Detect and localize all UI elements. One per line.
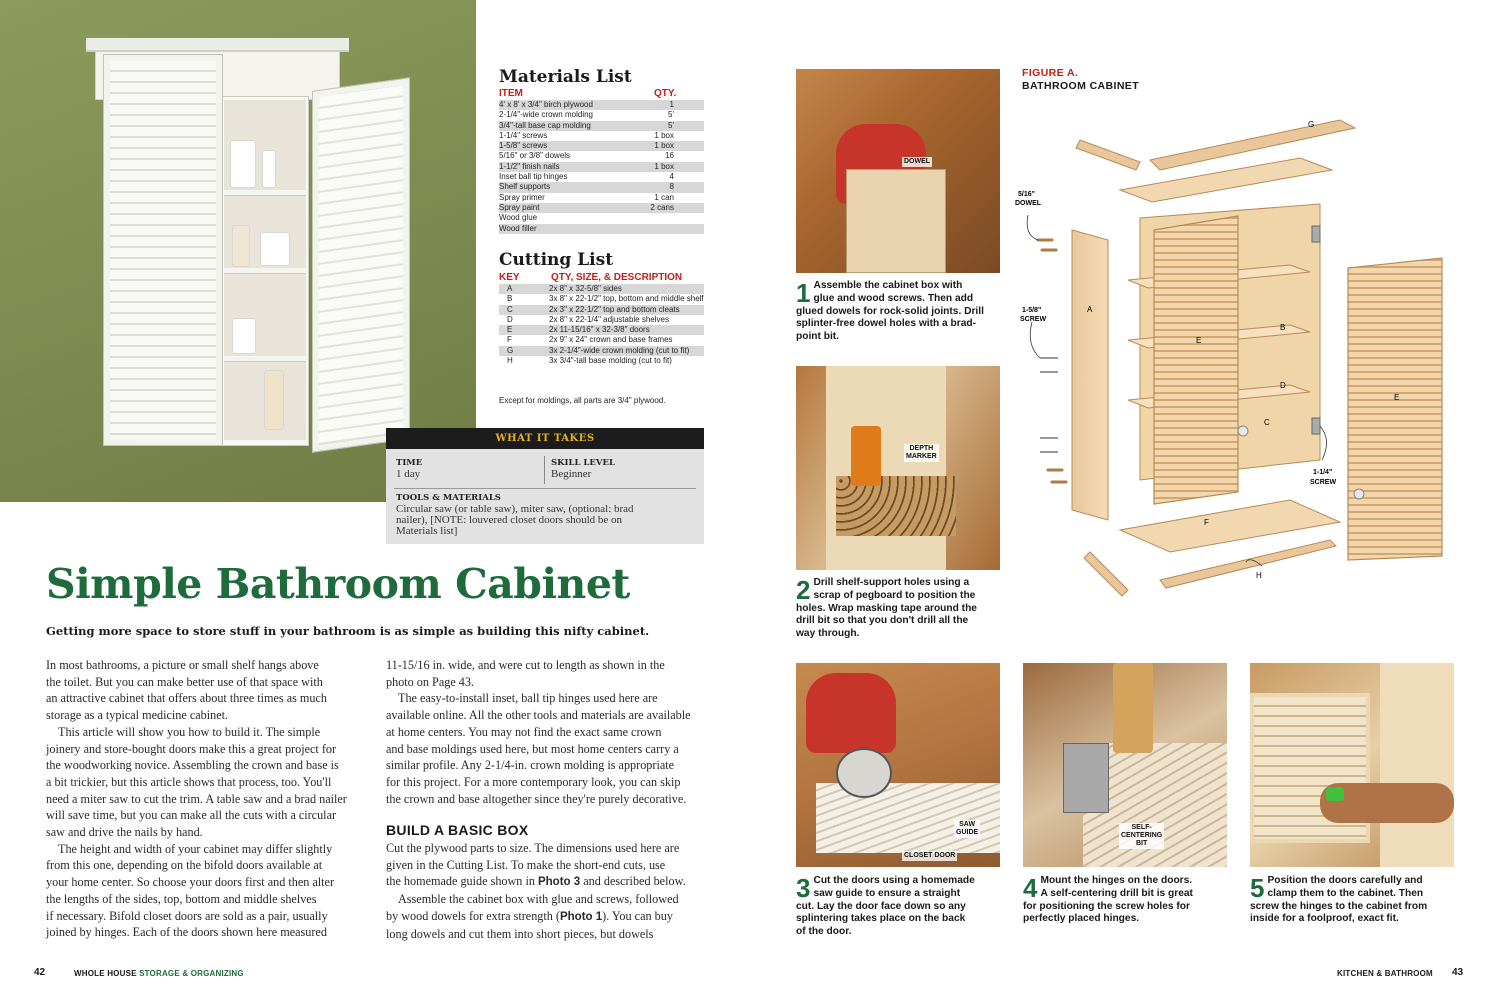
body-line: long dowels and cut them into short pieces, but dowels [386, 926, 654, 941]
material-item: 4' x 8' x 3/4" birch plywood [499, 100, 593, 109]
materials-row [499, 100, 704, 110]
body-line: Cut the plywood parts to size. The dimensions used here are [386, 841, 680, 855]
body-line: the woodworking novice. Assembling the crown and base is [46, 758, 339, 773]
cutting-col-desc: QTY, SIZE, & DESCRIPTION [551, 272, 683, 283]
caption-line: Cut the doors using a homemade [813, 875, 975, 886]
step-3-caption [796, 875, 1002, 939]
divider [394, 488, 696, 489]
materials-row [499, 141, 704, 151]
part-label-e: E [1394, 393, 1400, 402]
running-head-text: WHOLE HOUSE [74, 969, 140, 978]
materials-row [499, 121, 704, 131]
step-number: 1 [796, 278, 811, 308]
page-number-left: 42 [34, 967, 46, 978]
body-column-1 [46, 657, 368, 941]
material-item: 3/4"-tall base cap molding [499, 120, 591, 130]
caption-line: splintering takes place on the back [796, 913, 966, 925]
label-line: MARKER [906, 453, 937, 460]
cutting-row [499, 284, 704, 294]
step-1-photo [796, 69, 1000, 273]
cutting-desc: 2x 8" x 32-5/8" sides [549, 284, 622, 293]
label-line: SELF- [1131, 824, 1152, 831]
crown-molding-left [1076, 140, 1140, 170]
material-qty: 1 box [654, 161, 674, 171]
caption-line: screw the hinges to the cabinet from [1250, 900, 1428, 912]
body-line: similar profile. Any 2-1/4-in. crown molding is appropriate [386, 758, 675, 773]
material-qty: 16 [665, 151, 674, 161]
body-line: available online. All the other tools and materials are available [386, 708, 691, 723]
jar [232, 225, 250, 267]
body-line: an attractive cabinet that offers about three times as much [46, 691, 327, 706]
material-item: 2-1/4"-wide crown molding [499, 110, 593, 120]
body-line: and base moldings used here, but most home centers carry a [386, 741, 679, 756]
materials-row [499, 182, 704, 192]
figure-exploded-diagram [1010, 100, 1480, 600]
materials-row [499, 203, 704, 213]
tools-line: Materials list] [396, 525, 458, 537]
page-number-right: 43 [1452, 967, 1464, 978]
figure-label: FIGURE A. [1022, 67, 1079, 79]
cutting-desc: 3x 8" x 22-1/2" top, bottom and middle shelf [549, 294, 704, 304]
materials-row [499, 110, 704, 120]
part-label-a: A [1087, 305, 1093, 314]
body-line [386, 873, 708, 891]
materials-row [499, 193, 704, 203]
base-frame [1120, 500, 1340, 552]
cutting-col-key: KEY [499, 272, 520, 283]
dowels [1038, 240, 1066, 482]
skill-level-label: SKILL LEVEL [551, 458, 615, 468]
screws [1040, 358, 1058, 452]
caption-line: of the door. [796, 926, 852, 938]
body-line: The easy-to-install inset, ball tip hinges used here are [398, 691, 658, 706]
cutting-table [499, 284, 704, 366]
part-label-h: H [1256, 571, 1262, 580]
cabinet-side [1380, 663, 1454, 867]
cutting-row [499, 335, 704, 345]
cutting-key: E [507, 325, 513, 335]
photo-ref: Photo 1 [559, 910, 603, 923]
caption-line: saw guide to ensure a straight [813, 887, 961, 899]
article-title: Simple Bathroom Cabinet [46, 560, 630, 608]
body-line: will save time, but you can make all the cuts with a circular [46, 808, 337, 823]
what-it-takes-header: WHAT IT TAKES [386, 428, 704, 449]
cutting-desc: 3x 3/4"-tall base molding (cut to fit) [549, 356, 672, 366]
photo-label [1119, 823, 1164, 849]
label-line: CENTERING [1121, 832, 1163, 839]
caption-line: clamp them to the cabinet. Then [1267, 887, 1424, 899]
callout-screw-2: SCREW [1310, 479, 1337, 486]
skill-level-value: Beginner [551, 468, 592, 480]
part-label-g: G [1308, 120, 1315, 129]
step-1-caption [796, 280, 1002, 344]
cutting-key: G [507, 345, 514, 355]
material-qty: 1 box [654, 130, 674, 140]
leader-line [1027, 215, 1038, 240]
running-head-section: STORAGE & ORGANIZING [139, 969, 244, 978]
material-qty: 2 cans [650, 202, 674, 212]
label-line: DEPTH [909, 445, 934, 452]
canister [260, 232, 290, 266]
cutting-list-title: Cutting List [499, 250, 614, 270]
body-line: your home center. So choose your doors first and then alter [46, 875, 335, 890]
door-e-right [1348, 258, 1442, 560]
caption-line: holes. Wrap masking tape around the [796, 602, 977, 614]
cutting-row [499, 294, 704, 304]
photo-ref: Photo 3 [537, 876, 581, 889]
caption-line: Assemble the cabinet box with [813, 280, 963, 291]
caption-line: Mount the hinges on the doors. [1040, 875, 1193, 886]
cutting-row [499, 325, 704, 335]
callout-screw-long: 1-5/8" [1022, 307, 1042, 314]
clamp [1326, 787, 1344, 801]
tools-line: Circular saw (or table saw), miter saw, (optional: brad [396, 503, 634, 515]
drill [851, 426, 881, 486]
caption-line: perfectly placed hinges. [1023, 913, 1140, 925]
photo-label [954, 820, 980, 838]
bottle [262, 150, 276, 188]
cabinet-crown-molding [86, 38, 349, 52]
body-line: joined by hinges. Each of the doors shown here measured [46, 925, 327, 940]
body-column-2-section [386, 840, 708, 942]
time-value: 1 day [396, 468, 421, 480]
cutting-key: C [507, 304, 513, 314]
cabinet-side [826, 366, 946, 570]
crown-frame [1120, 158, 1332, 202]
running-head-left [74, 969, 244, 978]
callout-screw-short: 1-1/4" [1313, 469, 1333, 476]
material-qty: 1 [669, 100, 674, 109]
part-label-c: C [1264, 418, 1270, 427]
running-head-right: KITCHEN & BATHROOM [1337, 969, 1433, 978]
body-line: In most bathrooms, a picture or small shelf hangs above [46, 658, 319, 672]
cutting-row [499, 305, 704, 315]
hinge [1312, 226, 1320, 242]
step-2-photo [796, 366, 1000, 570]
divider [544, 456, 545, 484]
cutting-desc: 2x 3" x 22-1/2" top and bottom cleats [549, 304, 680, 314]
body-line: for this project. For a more contemporary look, you can skip [386, 774, 681, 789]
caption-line: splinter-free dowel holes with a brad- [796, 318, 977, 330]
step-4-caption [1023, 875, 1229, 926]
caption-line: Drill shelf-support holes using a [813, 577, 970, 588]
leader-line [1320, 426, 1327, 460]
base-molding-left [1084, 552, 1128, 596]
label-line: GUIDE [956, 829, 979, 836]
tools-label: TOOLS & MATERIALS [396, 493, 501, 503]
step-5-caption [1250, 875, 1456, 926]
material-item: Wood glue [499, 213, 538, 223]
materials-col-qty: QTY. [654, 88, 677, 99]
caption-line: for positioning the screw holes for [1023, 900, 1190, 912]
part-label-e: E [1196, 336, 1202, 345]
body-line: the lengths of the sides, top, bottom and middle shelves [46, 891, 317, 906]
hinge [1312, 418, 1320, 434]
body-line: Assemble the cabinet box with glue and screws, followed [398, 892, 679, 907]
materials-row [499, 131, 704, 141]
step-5-photo [1250, 663, 1454, 867]
step-4-photo [1023, 663, 1227, 867]
cutting-row [499, 356, 704, 366]
step-number: 4 [1023, 873, 1038, 903]
figure-title: BATHROOM CABINET [1022, 80, 1140, 92]
materials-row [499, 224, 704, 234]
body-text: by wood dowels for extra strength ( [386, 908, 560, 923]
body-line: given in the Cutting List. To make the short-end cuts, use [386, 857, 666, 872]
callout-dowel: DOWEL [1015, 200, 1042, 207]
towel-stack [230, 140, 256, 188]
cabinet-shelf [224, 190, 306, 196]
material-qty: 5' [668, 110, 674, 120]
caption-line: A self-centering drill bit is great [1040, 887, 1193, 899]
material-item: Shelf supports [499, 182, 551, 192]
door-e-left [1154, 216, 1238, 504]
body-line: need a miter saw to cut the trim. A table saw and a brad nailer [46, 791, 347, 806]
material-qty: 1 box [654, 141, 674, 151]
hinge [1063, 743, 1109, 813]
cutting-desc: 2x 9" x 24" crown and base frames [549, 335, 673, 345]
cabinet-box [846, 169, 946, 273]
cutting-key: B [507, 294, 513, 304]
door-knob [1354, 489, 1364, 499]
step-number: 2 [796, 575, 811, 605]
closet-door [816, 783, 1000, 853]
time-label: TIME [396, 458, 423, 468]
body-text: the homemade guide shown in [386, 874, 538, 889]
body-line: a bit trickier, but this article shows that process, too. You'll [46, 774, 332, 789]
callout-screw: SCREW [1020, 316, 1047, 323]
bottle [264, 370, 284, 430]
circular-saw [836, 748, 892, 798]
body-line: the crown and base altogether since they're purely decorative. [386, 791, 687, 806]
step-3-photo [796, 663, 1000, 867]
cabinet-shelf [224, 356, 306, 362]
cutting-note: Except for moldings, all parts are 3/4" plywood. [499, 396, 666, 405]
worker-shirt [806, 673, 896, 753]
material-qty: 1 can [654, 192, 674, 202]
side-panel-a [1072, 230, 1108, 520]
materials-row [499, 213, 704, 223]
body-line: 11-15/16 in. wide, and were cut to length as shown in the [386, 658, 665, 672]
step-2-caption [796, 577, 1002, 641]
cabinet-left-door [104, 55, 222, 445]
cutting-row [499, 315, 704, 325]
photo-label: CLOSET DOOR [904, 852, 956, 859]
cutting-key: F [507, 335, 512, 345]
section-heading: BUILD A BASIC BOX [386, 822, 529, 838]
materials-table [499, 100, 704, 234]
cabinet-shelf [224, 268, 306, 274]
label-line: BIT [1135, 840, 1148, 847]
body-column-2 [386, 657, 708, 807]
drill [1113, 663, 1153, 753]
leader-line [1030, 322, 1040, 358]
materials-row [499, 162, 704, 172]
material-item: Spray paint [499, 202, 540, 212]
material-qty: 5' [668, 120, 674, 130]
photo-label [904, 444, 939, 462]
body-line: photo on Page 43. [386, 674, 475, 689]
cup [232, 318, 256, 354]
cutting-key: A [507, 284, 513, 293]
materials-row [499, 172, 704, 182]
caption-line: drill bit so that you don't drill all the [796, 615, 969, 627]
material-item: Wood filler [499, 223, 537, 233]
part-label-b: B [1280, 323, 1286, 332]
hero-photo-cabinet [0, 0, 476, 502]
cabinet-right-door [313, 78, 409, 451]
material-item: 5/16" or 3/8" dowels [499, 151, 571, 161]
material-item: Inset ball tip hinges [499, 172, 568, 182]
materials-list-title: Materials List [499, 67, 632, 87]
body-line: saw and drive the nails by hand. [46, 825, 203, 840]
cutting-desc: 2x 11-15/16" x 32-3/8" doors [549, 325, 650, 335]
caption-line: point bit. [796, 331, 839, 343]
caption-line: way through. [796, 628, 860, 640]
body-text: ). You can buy [602, 908, 673, 923]
material-qty: 4 [669, 172, 674, 182]
cutting-row [499, 346, 704, 356]
material-item: 1-5/8" screws [499, 141, 548, 151]
step-number: 3 [796, 873, 811, 903]
material-item: 1-1/4" screws [499, 130, 548, 140]
body-line: The height and width of your cabinet may differ slightly [58, 841, 333, 856]
material-qty: 8 [669, 182, 674, 192]
body-line: joinery and store-bought doors make this a great project for [46, 741, 337, 756]
door-knob [1238, 426, 1248, 436]
materials-row [499, 151, 704, 161]
cutting-key: D [507, 314, 513, 324]
part-label-f: F [1204, 518, 1209, 527]
cutting-desc: 3x 2-1/4"-wide crown molding (cut to fit) [549, 345, 690, 355]
photo-label: DOWEL [904, 158, 931, 165]
body-line: This article will show you how to build it. The simple [58, 724, 321, 739]
caption-line: cut. Lay the door face down so any [796, 900, 966, 912]
body-text: and described below. [580, 874, 686, 889]
material-item: Spray primer [499, 192, 545, 202]
cutting-desc: 2x 8" x 22-1/4" adjustable shelves [549, 314, 669, 324]
caption-line: glue and wood screws. Then add [813, 292, 974, 304]
label-line: SAW [959, 821, 976, 828]
material-item: 1-1/2" finish nails [499, 161, 560, 171]
caption-line: scrap of pegboard to position the [813, 589, 976, 601]
body-line: storage as a typical medicine cabinet. [46, 708, 229, 723]
caption-line: Position the doors carefully and [1267, 875, 1423, 886]
cutting-key: H [507, 356, 513, 366]
crown-molding-front [1150, 120, 1355, 170]
caption-line: glued dowels for rock-solid joints. Drill [796, 305, 984, 317]
caption-line: inside for a foolproof, exact fit. [1250, 913, 1399, 925]
body-line: at home centers. You may not find the exact same crown [386, 724, 662, 739]
materials-col-item: ITEM [499, 88, 523, 99]
callout-dowel-size: 5/16" [1018, 191, 1035, 198]
article-deck: Getting more space to store stuff in your bathroom is as simple as building this nifty cabinet. [46, 624, 650, 638]
part-label-d: D [1280, 381, 1286, 390]
body-line: if necessary. Bifold closet doors are sold as a pair, usually [46, 908, 328, 923]
what-it-takes-box [386, 428, 704, 544]
step-number: 5 [1250, 873, 1265, 903]
tools-line: nailer), [NOTE: louvered closet doors should be on [396, 514, 623, 526]
body-line: the toilet. But you can make better use of that space with [46, 674, 323, 689]
body-line: from this one, depending on the bifold doors available at [46, 858, 323, 873]
body-line [386, 908, 708, 926]
